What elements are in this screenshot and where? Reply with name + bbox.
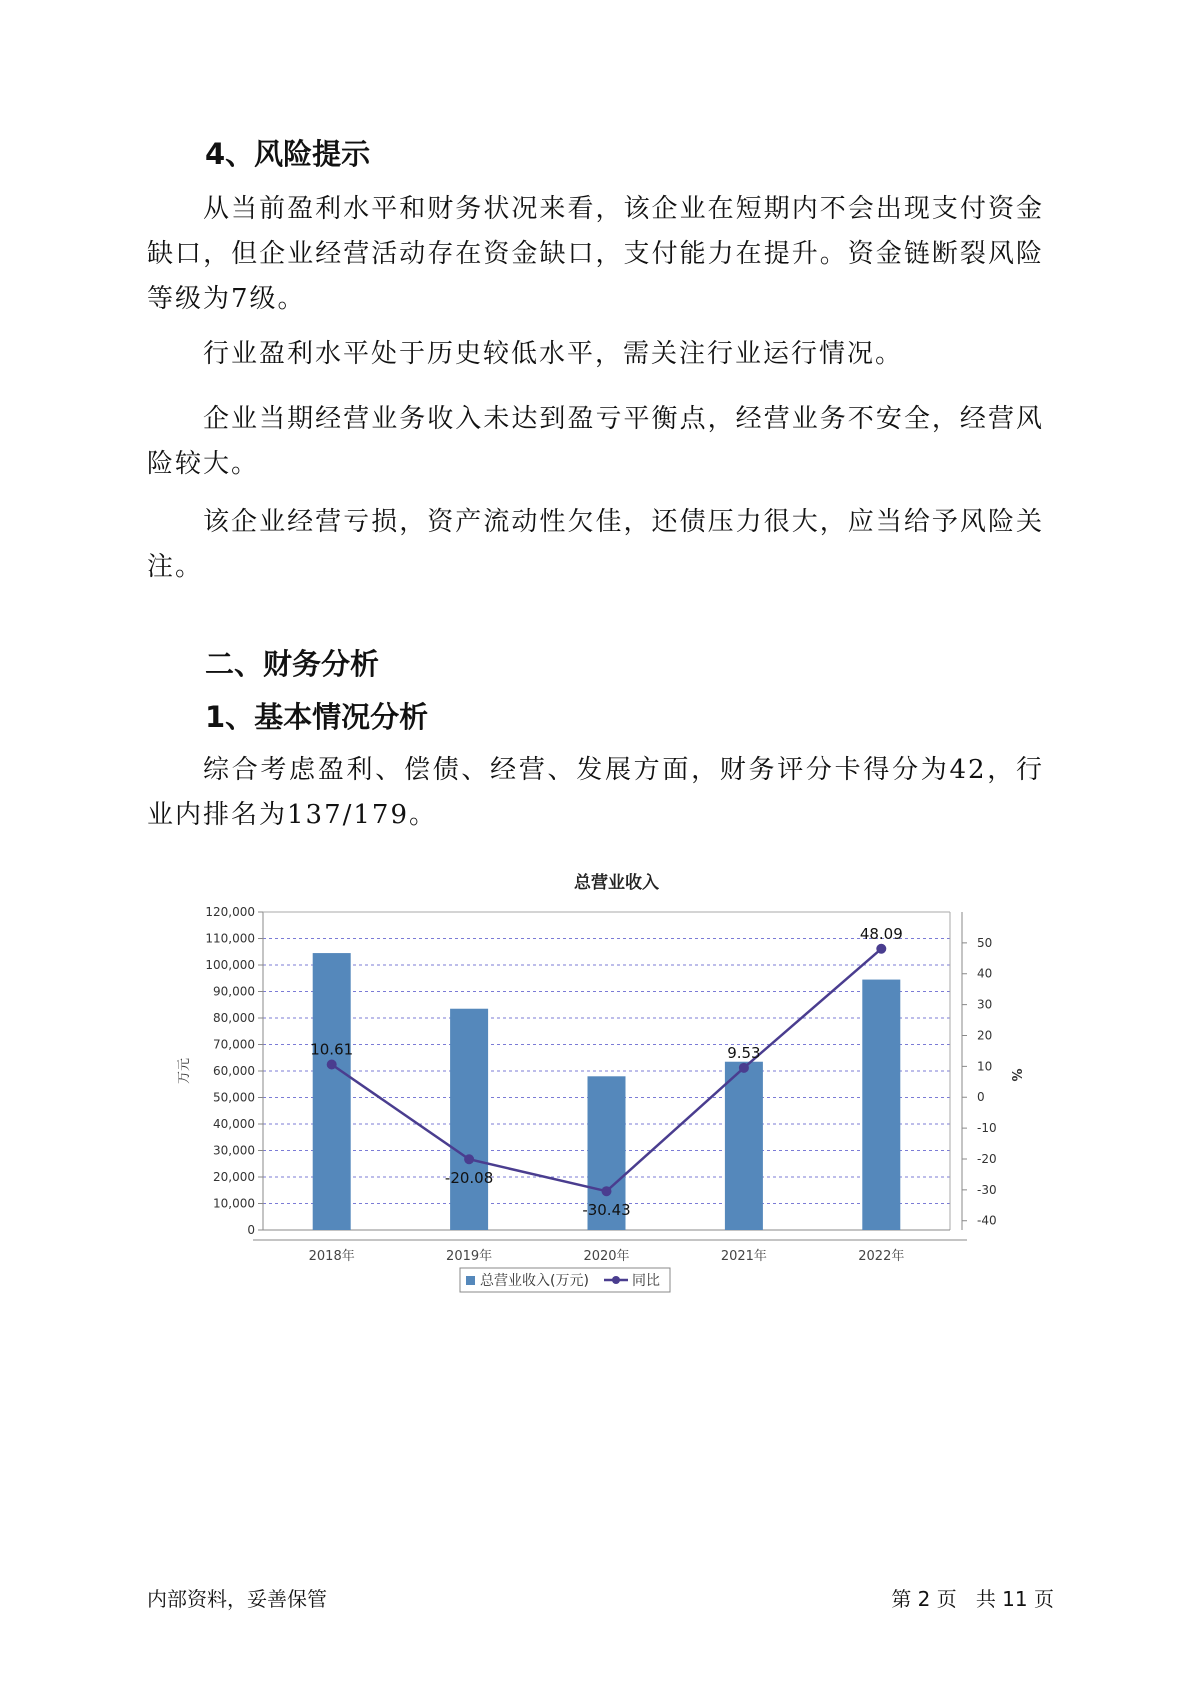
x-tick-label: 2020年 (583, 1249, 630, 1264)
y-tick-label: 90,000 (213, 984, 255, 999)
y-tick-label: 60,000 (213, 1064, 255, 1078)
risk-paragraph-4: 该企业经营亏损，资产流动性欠佳，还债压力很大，应当给予风险关注。 (147, 507, 1044, 582)
y-tick-label: 120,000 (205, 905, 255, 919)
revenue-chart (160, 868, 1040, 1348)
legend-bar-label: 总营业收入(万元) (480, 1273, 589, 1289)
bar-2018年 (313, 953, 351, 1230)
yoy-point (739, 1063, 749, 1073)
x-tick-label: 2021年 (720, 1249, 767, 1264)
yoy-point (327, 1059, 337, 1069)
y2-tick-label: 0 (977, 1090, 985, 1105)
y-tick-label: 80,000 (213, 1011, 255, 1025)
y2-axis-title: % (1008, 1068, 1023, 1082)
yoy-data-label: 48.09 (859, 924, 903, 943)
legend-line-label: 同比 (632, 1273, 660, 1289)
yoy-data-label: -30.43 (582, 1201, 631, 1220)
y-tick-label: 50,000 (213, 1090, 255, 1105)
yoy-data-label: -20.08 (444, 1169, 494, 1188)
y-axis-title: 万元 (177, 1057, 192, 1085)
risk-paragraph-1: 从当前盈利水平和财务状况来看，该企业在短期内不会出现支付资金缺口，但企业经营活动存在资金缺口，支付能力在提升。资金链断裂风险等级为7级。 (147, 194, 1044, 314)
risk-paragraph-2: 行业盈利水平处于历史较低水平，需关注行业运行情况。 (203, 339, 904, 369)
y2-tick-label: 10 (977, 1059, 993, 1074)
yoy-data-label: 9.53 (727, 1043, 761, 1062)
y2-tick-label: 40 (977, 966, 993, 981)
chart-title: 总营业收入 (574, 873, 659, 893)
y2-tick-label: 50 (977, 935, 993, 950)
y2-tick-label: -40 (977, 1213, 997, 1228)
yoy-point (602, 1186, 612, 1196)
y2-tick-label: -20 (977, 1151, 997, 1166)
y2-tick-label: 30 (977, 997, 993, 1012)
bar-2022年 (862, 980, 900, 1230)
y2-tick-label: -30 (977, 1182, 997, 1197)
risk-paragraph-3: 企业当期经营业务收入未达到盈亏平衡点，经营业务不安全，经营风险较大。 (147, 404, 1044, 479)
y-tick-label: 20,000 (213, 1170, 255, 1184)
bar-2019年 (450, 1009, 488, 1230)
y-tick-label: 10,000 (213, 1196, 255, 1211)
y-tick-label: 110,000 (205, 931, 255, 946)
legend-line-marker (612, 1276, 620, 1284)
yoy-point (464, 1154, 474, 1164)
yoy-data-label: 10.61 (310, 1040, 354, 1059)
footer-page-number: 第 2 页 共 11 页 (891, 1587, 1054, 1611)
basic-paragraph: 综合考虑盈利、偿债、经营、发展方面，财务评分卡得分为42，行业内排名为137/179。 (147, 755, 1044, 830)
basic-heading: 1、基本情况分析 (205, 700, 429, 734)
y-tick-label: 0 (247, 1223, 255, 1237)
x-tick-label: 2019年 (446, 1249, 493, 1264)
x-tick-label: 2018年 (308, 1249, 355, 1264)
y-tick-label: 100,000 (205, 958, 255, 972)
legend-bar-swatch (466, 1276, 475, 1285)
footer-confidential: 内部资料，妥善保管 (147, 1587, 327, 1611)
y2-tick-label: -10 (977, 1121, 997, 1136)
y-tick-label: 30,000 (213, 1143, 255, 1158)
yoy-point (876, 944, 886, 954)
risk-heading: 4、风险提示 (205, 137, 371, 171)
y-tick-label: 40,000 (213, 1117, 255, 1131)
y2-tick-label: 20 (977, 1028, 993, 1043)
x-tick-label: 2022年 (858, 1249, 905, 1264)
y-tick-label: 70,000 (213, 1037, 255, 1052)
bar-2021年 (725, 1062, 763, 1230)
finance-heading: 二、财务分析 (205, 647, 380, 681)
